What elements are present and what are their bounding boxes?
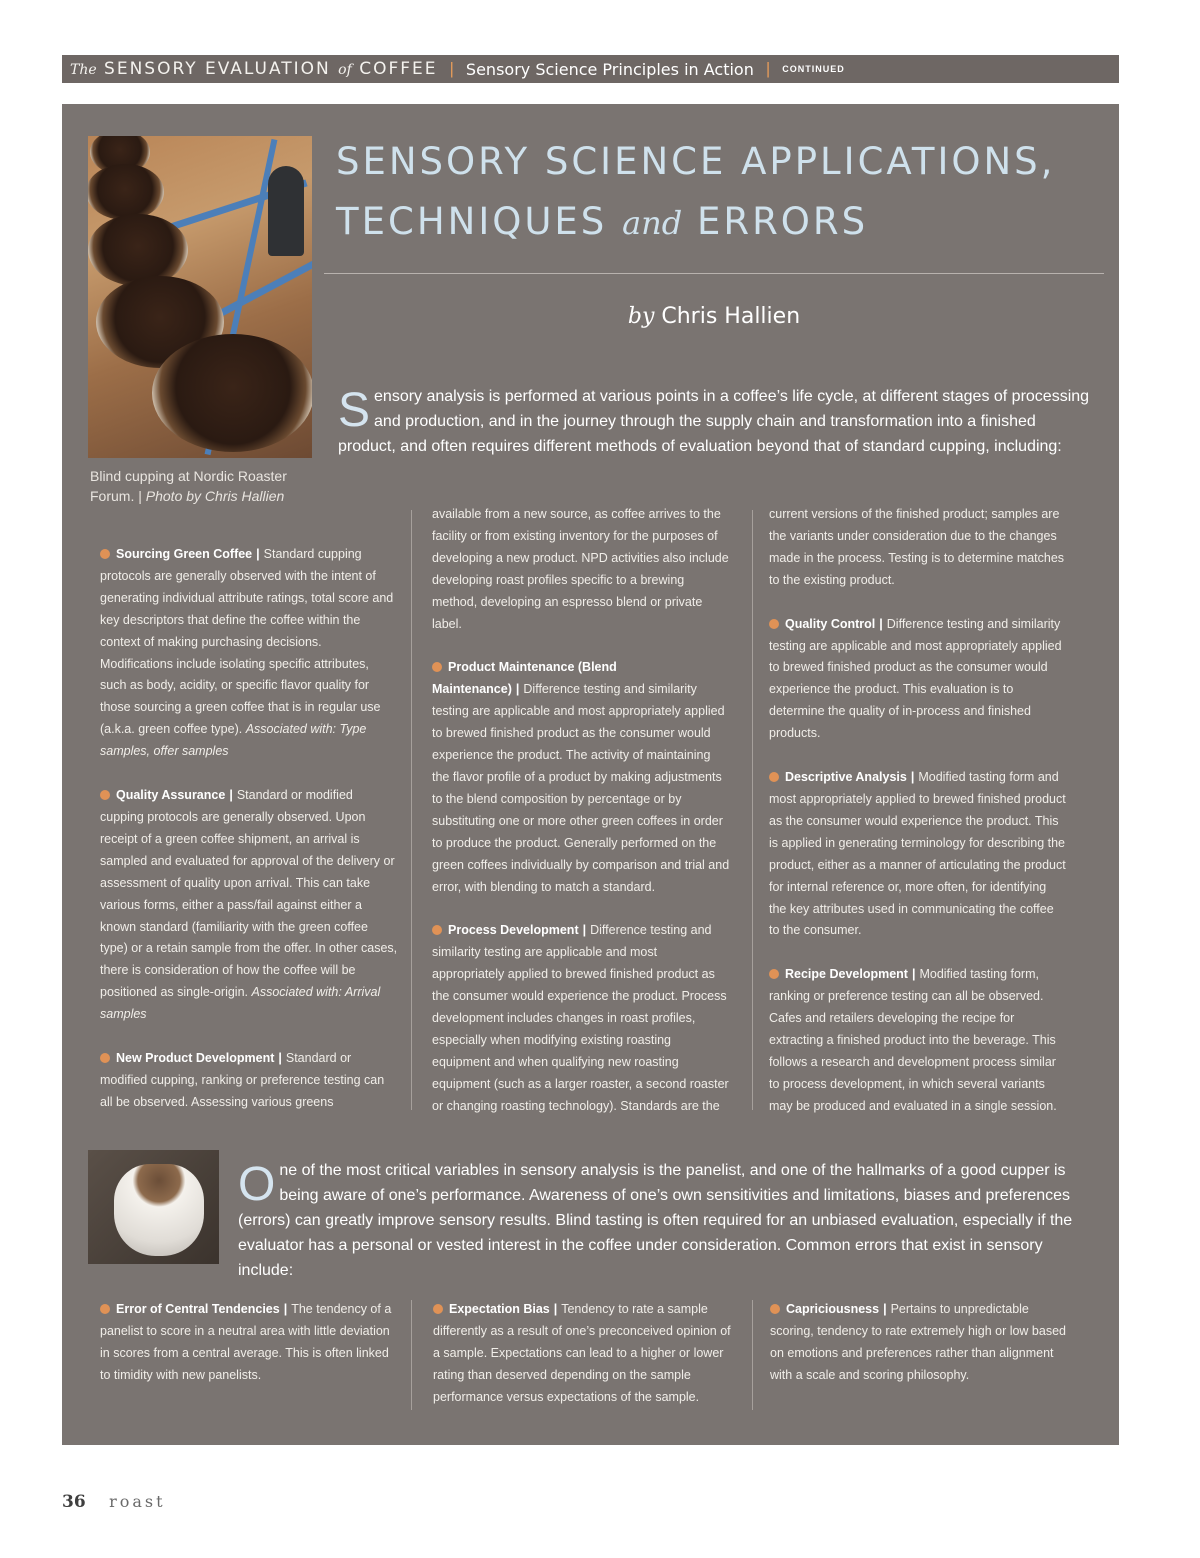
error-item-1 [100, 1299, 398, 1409]
byline: by Chris Hallien [627, 304, 801, 329]
list-item: Capriciousness | Pertains to unpredictable scoring, tendency to rate extremely high or low based on emotions and preferences rather than alignment with a scale and scoring philosophy. [770, 1302, 1066, 1382]
list-item: Error of Central Tendencies | The tendency of a panelist to score in a neutral area with little deviation in scores from a central average. This is often linked to timidity with new panelists. [100, 1302, 392, 1382]
bullet-icon [100, 1053, 110, 1063]
running-header [62, 55, 1119, 83]
continued-text: current versions of the finished product; samples are the variants under consideration due to the changes made in the process. Testing is to determine matches to the existing product. [769, 507, 1065, 587]
bullet-icon [769, 969, 779, 979]
article-title: SENSORY SCIENCE APPLICATIONS, TECHNIQUES and ERRORS [336, 140, 1056, 243]
continued-text: available from a new source, as coffee arrives to the facility or from existing inventory for the purposes of developing a new product. NPD activities also include developing roast profiles specific to a brewing method, developing an espresso blend or private label. [432, 507, 729, 631]
list-item: Quality Control | Difference testing and similarity testing are applicable and most appropriately applied to brewed finished product as the consumer would experience the product. This evaluation is to determine the quality of in-process and finished products. [769, 616, 1062, 741]
error-item-3 [770, 1299, 1068, 1409]
column-3 [769, 504, 1067, 1140]
list-item: Sourcing Green Coffee | Standard cupping protocols are generally observed with the intent of generating individual attribute ratings, total score and key descriptors that define the coffee within the context of making purchasing decisions. Modifications include isolating specific attributes, such as body, acidity, or specific flavor quality for those sourcing a green coffee that is in regular use (a.k.a. green coffee type). Associated with: Type samples, offer samples [100, 547, 394, 759]
page-number: 36 [62, 1492, 86, 1512]
list-item: Product Maintenance (Blend Maintenance) | Difference testing and similarity testing are applicable and most appropriately applied to brewed finished product as the consumer would experience the product. The activity of maintaining the flavor profile of a product by making adjustments to the blend composition by percentage or by substituting one or more other green coffees in order to produce the product. Generally performed on the green coffees individually by comparison and trial and error, with blending to match a standard. [432, 660, 730, 894]
list-item: Expectation Bias | Tendency to rate a sample differently as a result of one’s preconceived opinion of a sample. Expectations can lead to a higher or lower rating than deserved depending on the sample performance versus expectations of the sample. [433, 1302, 731, 1404]
coffee-cup-photo [88, 1150, 219, 1264]
bullet-icon [432, 925, 442, 935]
bullet-icon [432, 662, 442, 672]
column-2 [432, 504, 730, 1140]
photo-credit: Photo by Chris Hallien [145, 488, 285, 504]
column-divider [411, 510, 412, 1110]
bullet-icon [770, 1304, 780, 1314]
bullet-icon [100, 549, 110, 559]
column-divider [411, 1300, 412, 1410]
continued-label: CONTINUED [782, 64, 845, 74]
title-divider [324, 273, 1104, 274]
bullet-icon [769, 619, 779, 629]
section-title: Sensory Science Principles in Action [465, 59, 754, 79]
page-footer [62, 1492, 166, 1512]
list-item: Process Development | Difference testing and similarity testing are applicable and most appropriately applied to brewed finished product as the consumer would experience the product. Process development includes changes in roast profiles, especially when modifying existing roasting equipment and when qualifying new roasting equipment (such as a larger roaster, a second roaster or changing roasting technology). Standards are the [432, 923, 729, 1113]
cupping-photo [88, 136, 312, 458]
header-divider: | [765, 59, 771, 78]
series-title: The SENSORY EVALUATION of COFFEE [70, 59, 438, 79]
errors-intro: One of the most critical variables in sensory analysis is the panelist, and one of the hallmarks of a good cupper is being aware of one’s performance. Awareness of one’s own sensitivities and limitations, biases and preferences (errors) can greatly improve sensory results. Blind tasting is often required for an unbiased evaluation, especially if the evaluator has a personal or vested interest in the coffee under consideration. Common errors that exist in sensory include: [238, 1158, 1073, 1279]
magazine-name: roast [109, 1492, 166, 1511]
bullet-icon [100, 790, 110, 800]
article-panel [62, 104, 1119, 1445]
photo-caption: Blind cupping at Nordic Roaster Forum. | Photo by Chris Hallien [90, 468, 287, 504]
column-divider [752, 510, 753, 1110]
bullet-icon [433, 1304, 443, 1314]
drop-cap: S [338, 384, 371, 437]
error-item-2 [433, 1299, 731, 1431]
author-name: Chris Hallien [661, 304, 801, 329]
bullet-icon [100, 1304, 110, 1314]
list-item: Recipe Development | Modified tasting form, ranking or preference testing can all be observed. Cafes and retailers developing the recipe for extracting a finished product into the beverage. This follows a research and development process similar to process development, in which several variants may be produced and evaluated in a single session. [769, 967, 1057, 1113]
column-divider [752, 1300, 753, 1410]
column-1 [100, 544, 398, 1136]
bullet-icon [769, 772, 779, 782]
drop-cap: O [238, 1158, 276, 1211]
intro-paragraph: Sensory analysis is performed at various points in a coffee’s life cycle, at different stages of processing and production, and in the journey through the supply chain and transformation into a finished product, and often requires different methods of evaluation beyond that of standard cupping, including: [338, 384, 1090, 455]
header-divider: | [449, 59, 454, 78]
list-item: Quality Assurance | Standard or modified cupping protocols are generally observed. Upon receipt of a green coffee shipment, an arrival is sampled and evaluated for approval of the delivery or assessment of quality upon arrival. This can take various forms, either a pass/fail against either a known standard (familiarity with the green coffee type) or a retain sample from the offer. In other cases, there is consideration of how the coffee will be positioned as single-origin. Associated with: Arrival samples [100, 788, 398, 1022]
list-item: New Product Development | Standard or modified cupping, ranking or preference testing can all be observed. Assessing various greens [100, 1051, 385, 1109]
list-item: Descriptive Analysis | Modified tasting form and most appropriately applied to brewed finished product as the consumer would experience the product. This is applied in generating terminology for describing the product, either as a manner of articulating the product for internal reference or, more often, for identifying the key attributes used in communicating the coffee to the consumer. [769, 770, 1066, 938]
